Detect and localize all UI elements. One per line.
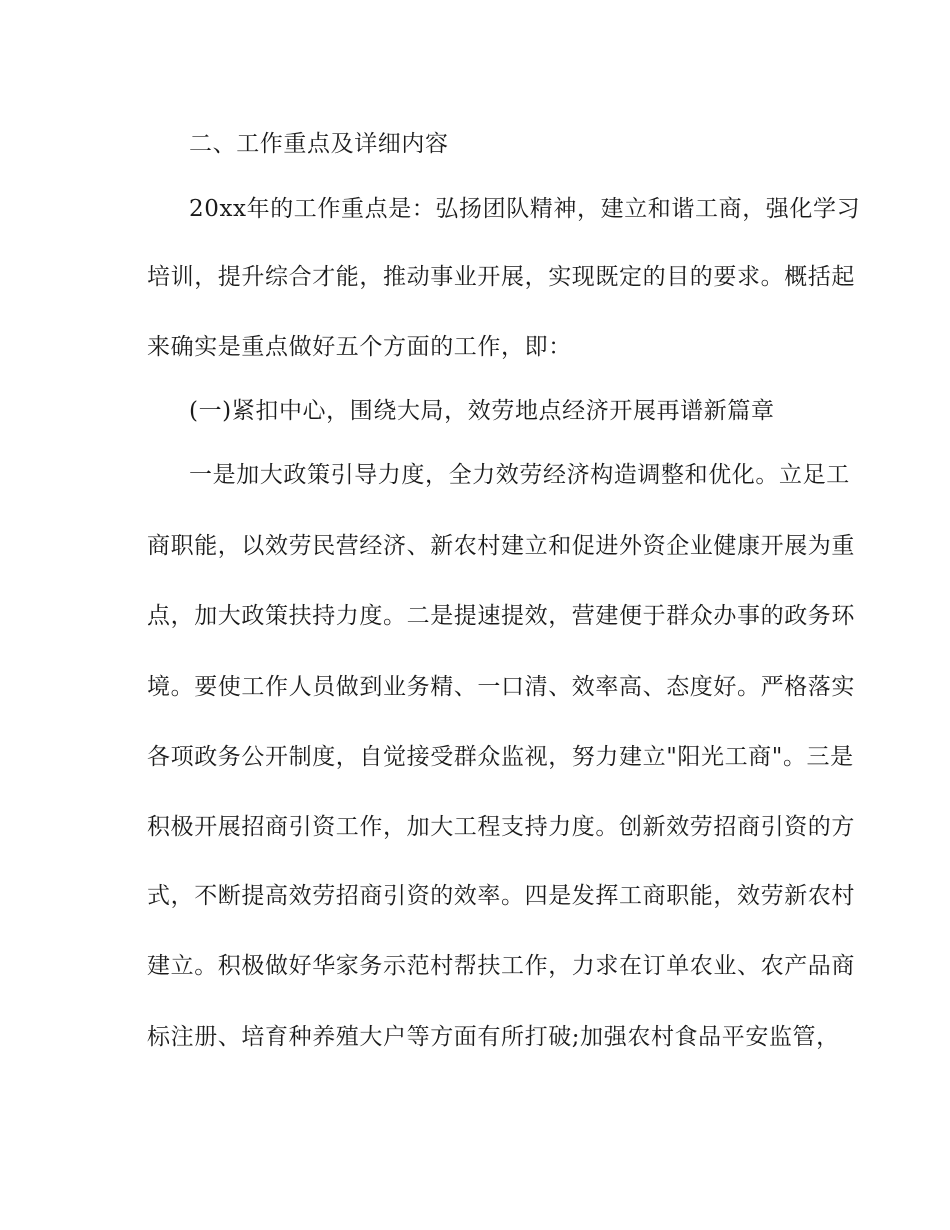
paragraph-line: 来确实是重点做好五个方面的工作，即：: [147, 334, 572, 360]
subsection-heading: (一)紧扣中心，围绕大局，效劳地点经济开展再谱新篇章: [189, 398, 775, 424]
paragraph-line: 一是加大政策引导力度，全力效劳经济构造调整和优化。立足工: [189, 462, 850, 488]
paragraph-line: 标注册、培育种养殖大户等方面有所打破;加强农村食品平安监管，: [147, 1024, 840, 1050]
paragraph-line: 各项政务公开制度，自觉接受群众监视，努力建立"阳光工商"。三是: [147, 744, 854, 770]
paragraph-line: 建立。积极做好华家务示范村帮扶工作，力求在订单农业、农产品商: [147, 953, 855, 979]
paragraph-line: 培训，提升综合才能，推动事业开展，实现既定的目的要求。概括起: [147, 264, 855, 290]
paragraph-line: 式，不断提高效劳招商引资的效率。四是发挥工商职能，效劳新农村: [147, 883, 855, 909]
paragraph-line: 境。要使工作人员做到业务精、一口清、效率高、态度好。严格落实: [147, 674, 855, 700]
paragraph-line: 点，加大政策扶持力度。二是提速提效，营建便于群众办事的政务环: [147, 603, 855, 629]
paragraph-line: 商职能，以效劳民营经济、新农村建立和促进外资企业健康开展为重: [147, 533, 855, 559]
section-heading: 二、工作重点及详细内容: [189, 131, 449, 157]
paragraph-line: 20xx年的工作重点是：弘扬团队精神，建立和谐工商，强化学习: [189, 196, 861, 222]
paragraph-line: 积极开展招商引资工作，加大工程支持力度。创新效劳招商引资的方: [147, 814, 855, 840]
